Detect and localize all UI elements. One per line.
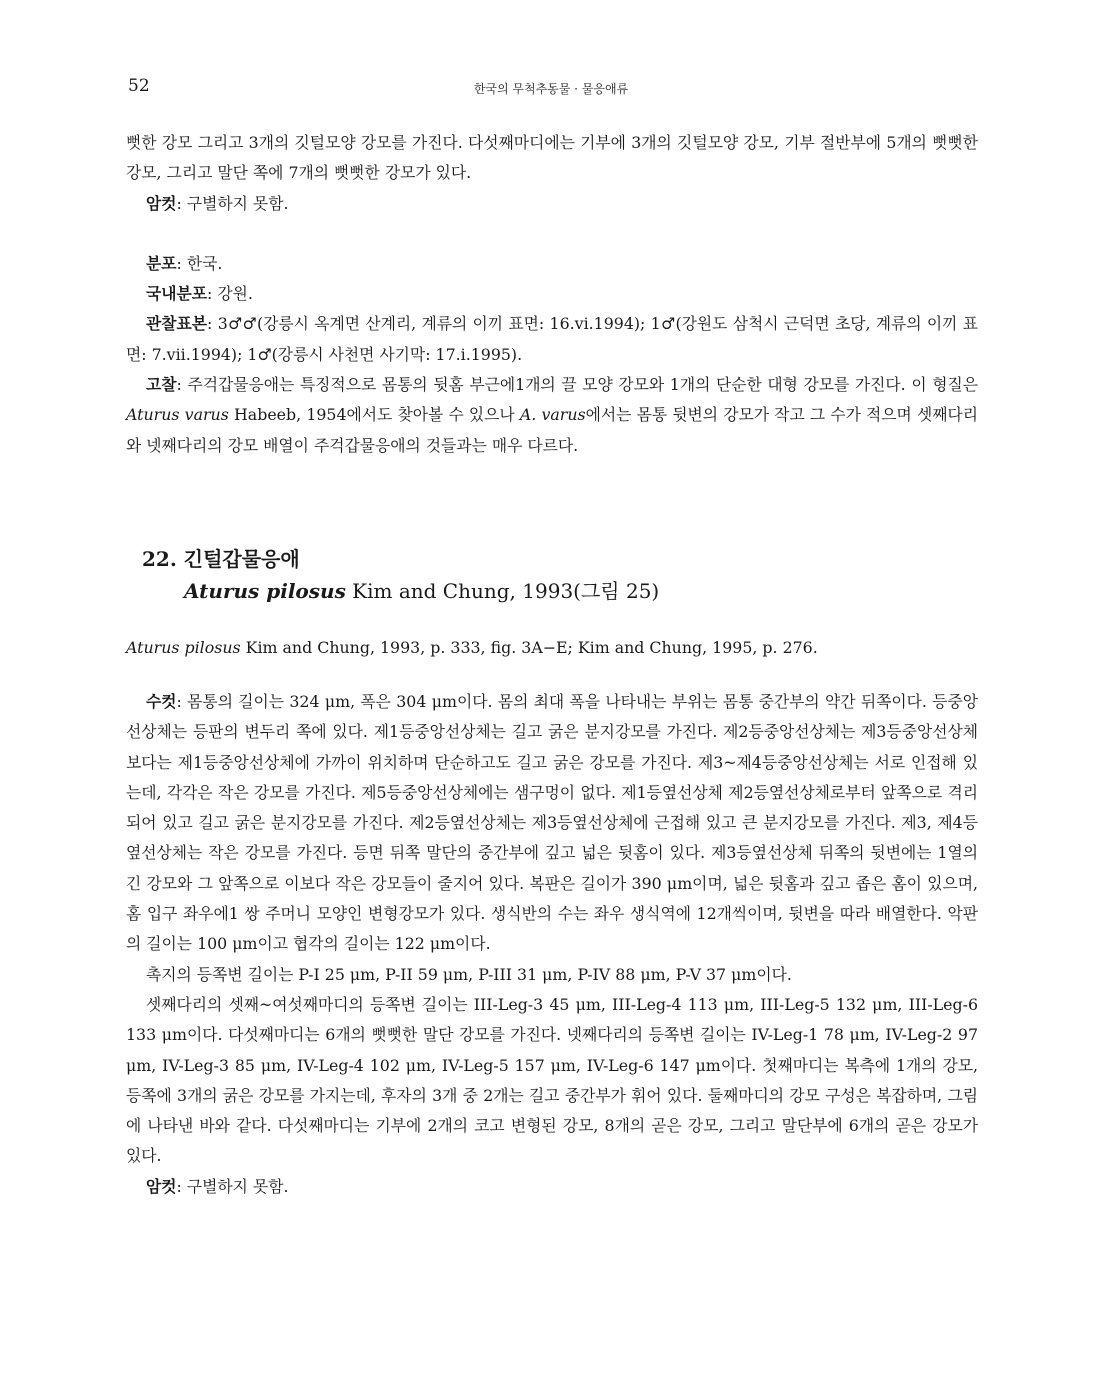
domestic-distribution-label: 국내분포: [146, 284, 208, 304]
species-heading: [126, 543, 978, 607]
species-heading-line2: [142, 575, 978, 607]
species-korean-name: 긴털갑물응애: [183, 546, 300, 571]
species-authority: Kim and Chung, 1993: [345, 578, 574, 603]
male-label: 수컷: [146, 691, 177, 711]
synonymy-text: Kim and Chung, 1993, p. 333, fig. 3A−E; Kim and Chung, 1995, p. 276.: [240, 637, 818, 657]
remarks-text-2: Habeeb, 1954에서도 찾아볼 수 있으나: [228, 405, 520, 425]
remarks-paragraph: [126, 370, 978, 461]
page-number: 52: [128, 76, 150, 96]
page-header: [128, 76, 974, 100]
female-text: : 구별하지 못함.: [176, 193, 289, 213]
distribution-paragraph: [126, 249, 978, 279]
male-text: : 몸통의 길이는 324 μm, 폭은 304 μm이다. 몸의 최대 폭을 나타내는 부위는 몸통 중간부의 약간 뒤쪽이다. 등중앙선상체는 등판의 변두리 쪽에 있다. 제1등중앙선상체는 길고 굵은 분지강모를 가진다. 제2등중앙선상체는 제3등중앙선상체보다는 제1등중앙선상체에 가까이 위치하며 단순하고도 길고 굵은 강모를 가진다. 제3~제4등중앙선상체는 서로 인접해 있는데, 각각은 작은 강모를 가진다. 제5등중앙선상체에는 샘구멍이 없다. 제1등옆선상체 제2등옆선상체로부터 앞쪽으로 격리되어 있고 길고 굵은 분지강모를 가진다. 제2등옆선상체는 제3등옆선상체에 근접해 있고 큰 분지강모를 가진다. 제3, 제4등옆선상체는 작은 강모를 가진다. 등면 뒤쪽 말단의 중간부에 깊고 넓은 뒷홈이 있다. 제3등옆선상체 뒤쪽의 뒷변에는 1열의 긴 강모와 그 앞쪽으로 이보다 작은 강모들이 줄지어 있다. 복판은 길이가 390 μm이며, 넓은 뒷홈과 깊고 좁은 홈이 있으며, 홈 입구 좌우에1 쌍 주머니 모양인 변형강모가 있다. 생식반의 수는 좌우 생식역에 12개씩이며, 뒷변을 따라 배열한다. 악판의 길이는 100 μm이고 협각의 길이는 122 μm이다.: [126, 691, 978, 954]
specimens-text: : 3♂♂(강릉시 옥계면 산계리, 계류의 이끼 표면: 16.vi.1994); 1♂(강원도 삼척시 근덕면 초당, 계류의 이끼 표면: 7.vii.1994); 1♂(강릉시 사천면 사기막: 17.i.1995).: [126, 314, 978, 364]
species-scientific-name: Aturus pilosus: [184, 578, 346, 603]
remarks-taxon-1: Aturus varus: [126, 405, 229, 425]
female-paragraph: [126, 189, 978, 219]
domestic-distribution-text: : 강원.: [207, 284, 253, 304]
synonymy-paragraph: [126, 633, 978, 663]
palp-paragraph: 촉지의 등쪽변 길이는 P-I 25 μm, P-II 59 μm, P-III 31 μm, P-IV 88 μm, P-V 37 μm이다.: [146, 964, 792, 984]
female-paragraph-2: [126, 1172, 978, 1202]
continuation-paragraph: 뻣한 강모 그리고 3개의 깃털모양 강모를 가진다. 다섯째마디에는 기부에 3개의 깃털모양 강모, 기부 절반부에 5개의 뻣뻣한 강모, 그리고 말단 쪽에 7개의 뻣뻣한 강모가 있다.: [126, 133, 978, 183]
domestic-distribution-paragraph: [126, 279, 978, 309]
specimens-paragraph: [126, 309, 978, 370]
male-paragraph: [126, 687, 978, 960]
remarks-text-3: 에서는 몸통 뒷변의 강모가 작고 그 수가 적으며 셋째다리와 넷째다리의 강모 배열이 주걱갑물응애의 것들과는 매우 다르다.: [126, 405, 978, 455]
female-label-2: 암컷: [146, 1176, 177, 1196]
female-label: 암컷: [146, 193, 177, 213]
remarks-taxon-2: A. varus: [519, 405, 586, 425]
specimens-label: 관찰표본: [146, 314, 208, 334]
legs-paragraph: 셋째다리의 셋째~여섯째마디의 등쪽변 길이는 III-Leg-3 45 μm, III-Leg-4 113 μm, III-Leg-5 132 μm, III-Leg-6 133 μm이다. 다섯째마디는 6개의 뻣뻣한 말단 강모를 가진다. 넷째다리의 등쪽변 길이는 IV-Leg-1 78 μm, IV-Leg-2 97 μm, IV-Leg-3 85 μm, IV-Leg-4 102 μm, IV-Leg-5 157 μm, IV-Leg-6 147 μm이다. 첫째마디는 복측에 1개의 강모, 등쪽에 3개의 굵은 강모를 가지는데, 후자의 3개 중 2개는 길고 중간부가 휘어 있다. 둘째마디의 강모 구성은 복잡하며, 그림에 나타낸 바와 같다. 다섯째마디는 기부에 2개의 코고 변형된 강모, 8개의 곧은 강모, 그리고 말단부에 6개의 곧은 강모가 있다.: [126, 994, 978, 1166]
running-title: 한국의 무척추동물 · 물응애류: [473, 82, 629, 96]
remarks-text-1: : 주걱갑물응애는 특징적으로 몸통의 뒷홈 부근에1개의 끌 모양 강모와 1개의 단순한 대형 강모를 가진다. 이 형질은: [176, 375, 978, 395]
body-text: [126, 128, 978, 1202]
species-heading-line1: [142, 543, 978, 575]
species-number: 22.: [142, 546, 177, 571]
remarks-label: 고찰: [146, 375, 177, 395]
synonymy-taxon: Aturus pilosus: [126, 637, 241, 657]
female-text-2: : 구별하지 못함.: [176, 1176, 289, 1196]
species-figure-ref: (그림 25): [573, 578, 660, 603]
distribution-text: : 한국.: [176, 253, 223, 273]
distribution-label: 분포: [146, 253, 177, 273]
